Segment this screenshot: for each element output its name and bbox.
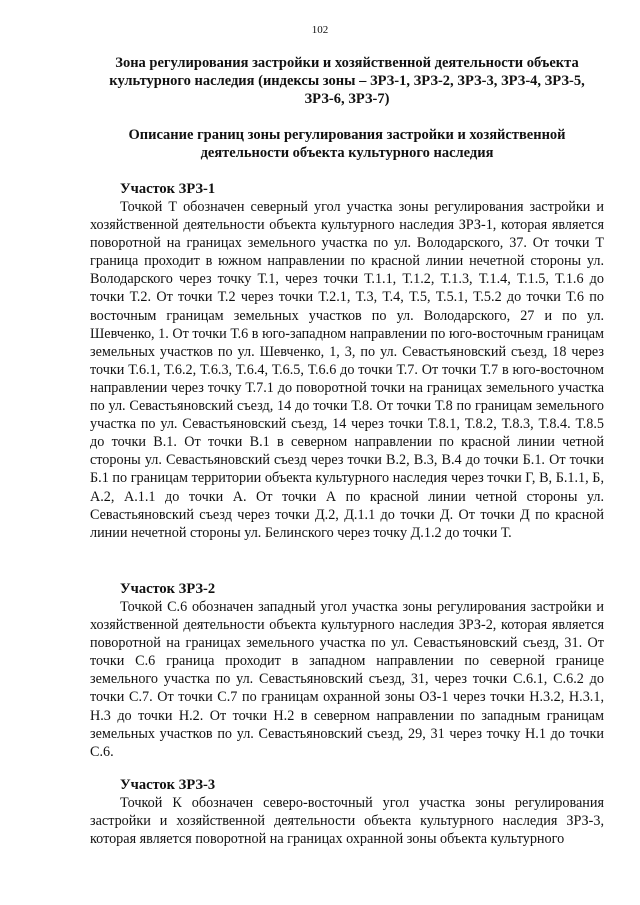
section-heading: Участок ЗРЗ-1 — [120, 181, 216, 197]
page-number: 102 — [311, 24, 329, 36]
document-title: Зона регулирования застройки и хозяйственной деятельности объекта культурного наследия (индексы зоны – ЗРЗ-1, ЗРЗ-2, ЗРЗ-3, ЗРЗ-4, ЗРЗ-5, ЗРЗ-6, ЗРЗ-7) — [109, 55, 585, 107]
section-zrz-1 — [90, 180, 604, 542]
document-subtitle: Описание границ зоны регулирования застройки и хозяйственной деятельности объекта культурного наследия — [128, 127, 566, 161]
section-text: Точкой Т обозначен северный угол участка зоны регулирования застройки и хозяйственной деятельности объекта культурного наследия ЗРЗ-1, которая является поворотной на границах земельного участка по ул. Володарского, 37. От точки Т граница проходит в южном направлении по красной линии нечетной стороны ул. Володарского через точку Т.1, через точки Т.1.1, Т.1.2, Т.1.3, Т.1.4, Т.1.5, Т.1.6 до точки Т.2. От точки Т.2 через точки Т.2.1, Т.3, Т.4, Т.5, Т.5.1, Т.5.2 до точки Т.6 по восточным границам земельных участков по ул. Володарского, 27 и по ул. Шевченко, 1. От точки Т.6 в юго-западном направлении по юго-восточным границам земельных участков по ул. Шевченко, 1, 3, по ул. Севастьяновский съезд, 18 через точки Т.6.1, Т.6.2, Т.6.3, Т.6.4, Т.6.5, Т.6.6 до точки Т.7. От точки Т.7 в юго-восточном направлении через точку Т.7.1 до поворотной точки на границах земельного участка по ул. Севастьяновский съезд, 14 до точки Т.8. От точки Т.8 по границам земельного участка по ул. Севастьяновский съезд, 14 через точки Т.8.1, Т.8.2, Т.8.3, Т.8.4. Т.8.5 до точки В.1. От точки В.1 в северном направлении по красной линии четной стороны ул. Севастьяновский съезд через точки В.2, В.3, В.4 до точки Б.1. От точки Б.1 по границам территории объекта культурного наследия через точки Г, В, Б.1.1, Б, А.2, А.1.1 до точки А. От точки А по красной линии четной стороны ул. Севастьяновский съезд через точки Д.2, Д.1.1 до точки Д. От точки Д по красной линии нечетной стороны ул. Белинского через точку Д.1.2 до точки Т. — [90, 199, 604, 541]
section-heading: Участок ЗРЗ-2 — [120, 581, 216, 597]
section-text: Точкой К обозначен северо-восточный угол участка зоны регулирования застройки и хозяйственной деятельности объекта культурного наследия ЗРЗ-3, которая является поворотной на границах охранной зоны объекта культурного — [90, 795, 604, 848]
section-zrz-3 — [90, 776, 604, 848]
section-heading: Участок ЗРЗ-3 — [120, 777, 216, 793]
section-text: Точкой С.6 обозначен западный угол участка зоны регулирования застройки и хозяйственной деятельности объекта культурного наследия ЗРЗ-2, которая является поворотной на границах земельного участка по ул. Севастьяновский съезд, 31. От точки С.6 граница проходит в западном направлении по северной границе земельного участка по ул. Севастьяновский съезд, 31, через точки С.6.1, С.6.2 до точки С.7. От точки С.7 по границам охранной зоны ОЗ-1 через точки Н.3.2, Н.3.1, Н.3 до точки Н.2. От точки Н.2 в северном направлении по западным границам земельных участков по ул. Севастьяновский съезд, 29, 31 через точку Н.1 до точки С.6. — [90, 599, 604, 760]
section-zrz-2 — [90, 580, 604, 761]
